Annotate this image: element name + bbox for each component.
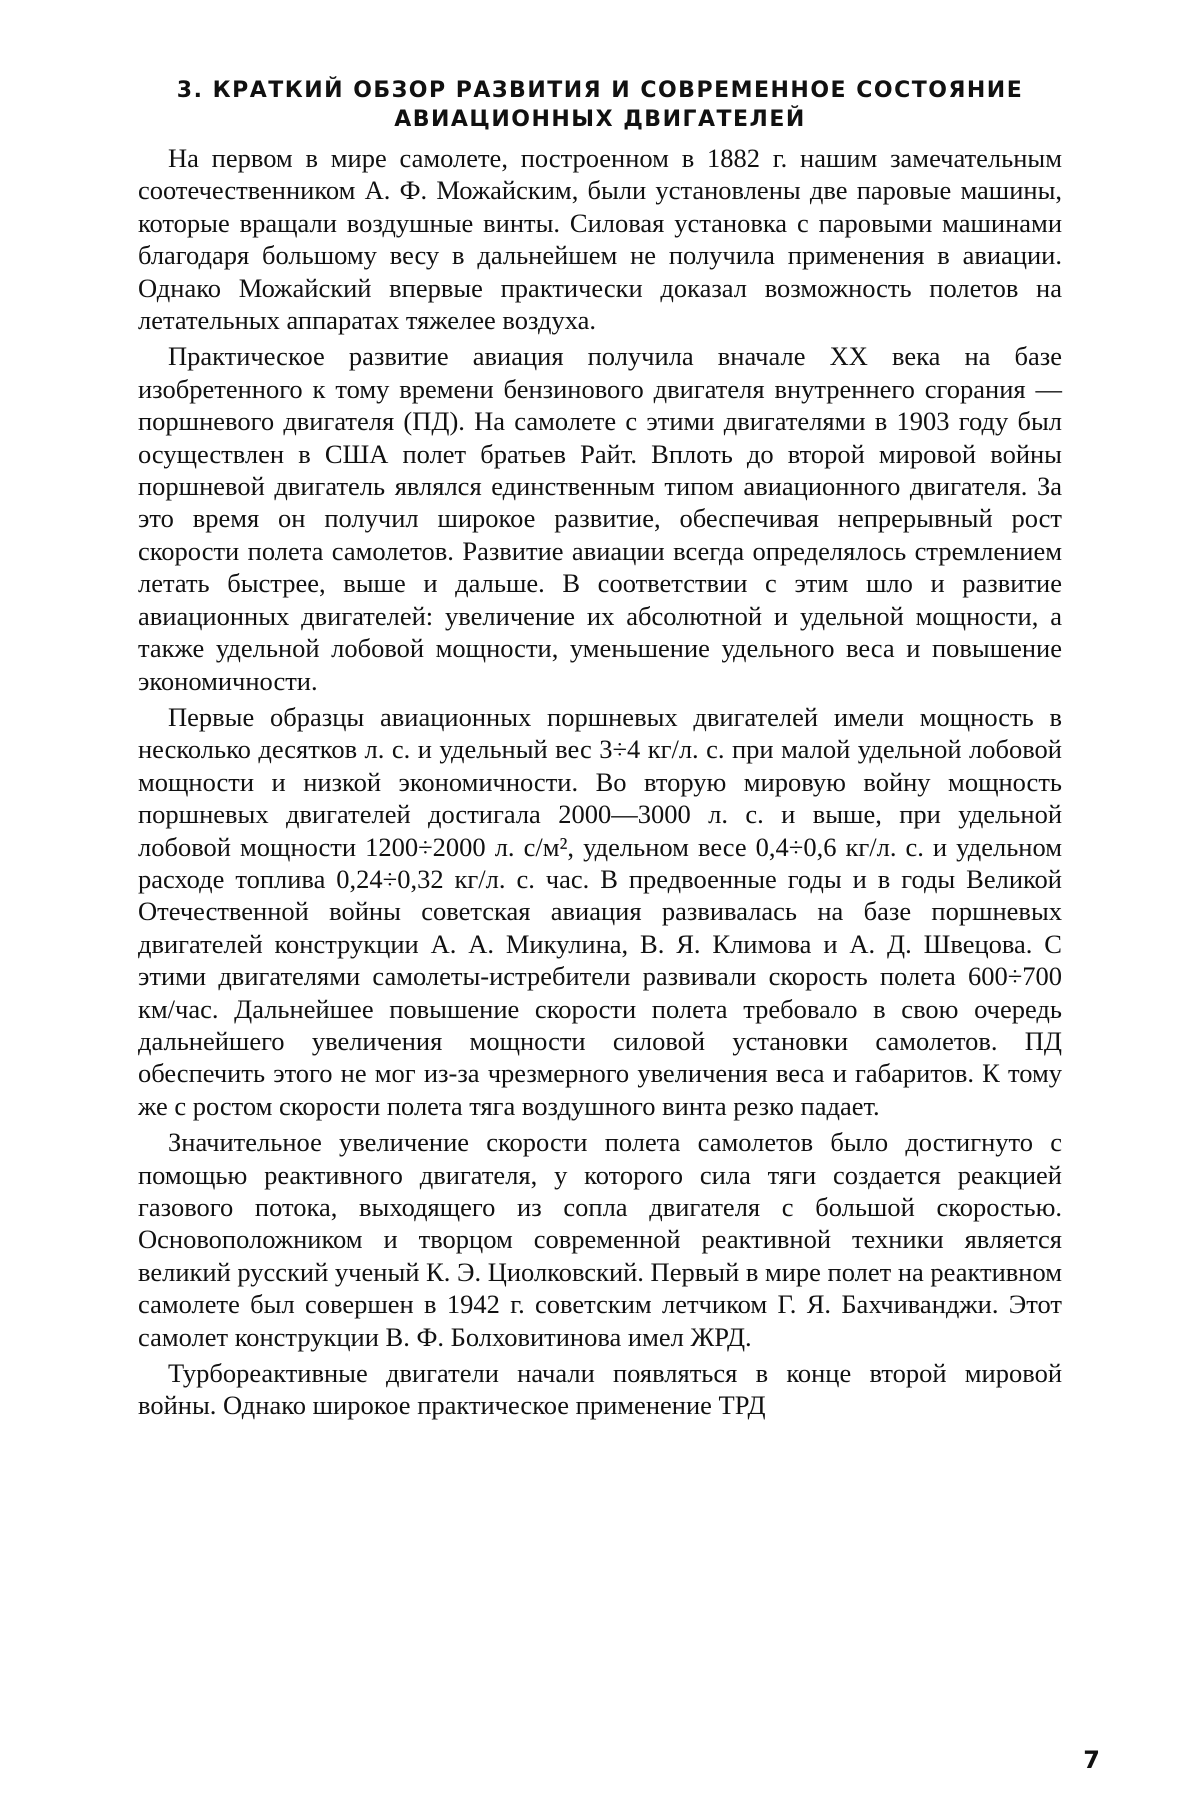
paragraph-5: Турбореактивные двигатели начали появляться в конце второй мировой войны. Однако широкое практическое применение ТРД (138, 1358, 1062, 1421)
paragraph-3: Первые образцы авиационных поршневых двигателей имели мощность в несколько десятков л. с. и удельный вес 3÷4 кг/л. с. при малой удельной лобовой мощности и низкой экономичности. Во вторую мировую войну мощность поршневых двигателей достигала 2000—3000 л. с. и выше, при удельной лобовой мощности 1200÷2000 л. с/м², удельном весе 0,4÷0,6 кг/л. с. и удельном расходе топлива 0,24÷0,32 кг/л. с. час. В предвоенные годы и в годы Великой Отечественной войны советская авиация развивалась на базе поршневых двигателей конструкции А. А. Микулина, В. Я. Климова и А. Д. Швецова. С этими двигателями самолеты-истребители развивали скорость полета 600÷700 км/час. Дальнейшее повышение скорости полета требовало в свою очередь дальнейшего увеличения мощности силовой установки самолетов. ПД обеспечить этого не мог из-за чрезмерного увеличения веса и габаритов. К тому же с ростом скорости полета тяга воздушного винта резко падает. (138, 701, 1062, 1121)
section-title-line-1: 3. КРАТКИЙ ОБЗОР РАЗВИТИЯ И СОВРЕМЕННОЕ СОСТОЯНИЕ (176, 78, 1024, 103)
paragraph-1: На первом в мире самолете, построенном в 1882 г. нашим замечательным соотечественником А. Ф. Можайским, были установлены две паровые машины, которые вращали воздушные винты. Силовая установка с паровыми машинами благодаря большому весу в дальнейшем не получила применения в авиации. Однако Можайский впервые практически доказал возможность полетов на летательных аппаратах тяжелее воздуха. (138, 143, 1062, 336)
paragraph-4: Значительное увеличение скорости полета самолетов было достигнуто с помощью реактивного двигателя, у которого сила тяги создается реакцией газового потока, выходящего из сопла двигателя с большой скоростью. Основоположником и творцом современной реактивной техники является великий русский ученый К. Э. Циолковский. Первый в мире полет на реактивном самолете был совершен в 1942 г. советским летчиком Г. Я. Бахчиванджи. Этот самолет конструкции В. Ф. Болховитинова имел ЖРД. (138, 1127, 1062, 1352)
section-title (138, 76, 1062, 134)
page-number: 7 (1083, 1746, 1100, 1774)
section-title-line-2: АВИАЦИОННЫХ ДВИГАТЕЛЕЙ (394, 107, 806, 132)
paragraph-2: Практическое развитие авиация получила вначале XX века на базе изобретенного к тому времени бензинового двигателя внутреннего сгорания — поршневого двигателя (ПД). На самолете с этими двигателями в 1903 году был осуществлен в США полет братьев Райт. Вплоть до второй мировой войны поршневой двигатель являлся единственным типом авиационного двигателя. За это время он получил широкое развитие, обеспечивая непрерывный рост скорости полета самолетов. Развитие авиации всегда определялось стремлением летать быстрее, выше и дальше. В соответствии с этим шло и развитие авиационных двигателей: увеличение их абсолютной и удельной мощности, а также удельной лобовой мощности, уменьшение удельного веса и повышение экономичности. (138, 341, 1062, 696)
